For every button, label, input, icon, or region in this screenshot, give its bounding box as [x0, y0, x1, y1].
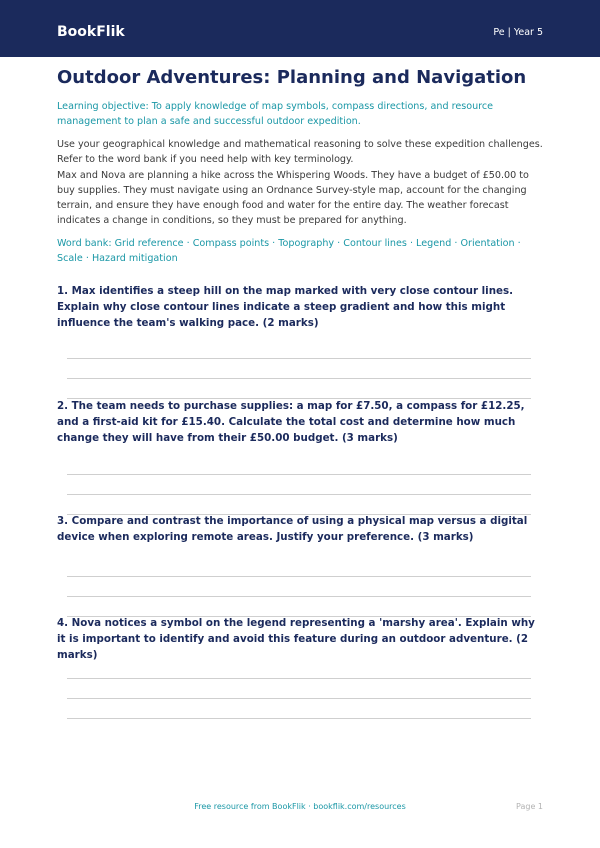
- answer-line[interactable]: [67, 358, 531, 359]
- question-4: 4. Nova notices a symbol on the legend representing a 'marshy area'. Explain why it is important to identify and avoid this feature during an outdoor adventure. (2 marks): [57, 617, 535, 661]
- learning-objective: Learning objective: To apply knowledge of map symbols, compass directions, and resource management to plan a safe and successful outdoor expedition.: [57, 101, 494, 127]
- answer-line[interactable]: [67, 698, 531, 699]
- brand-logo: BookFlik: [57, 24, 125, 40]
- question-3: 3. Compare and contrast the importance of using a physical map versus a digital device when exploring remote areas. Justify your preference. (3 marks): [57, 515, 528, 543]
- page-header: [0, 0, 600, 57]
- answer-line[interactable]: [67, 678, 531, 679]
- answer-line[interactable]: [67, 474, 531, 475]
- word-bank: Word bank: Grid reference · Compass points · Topography · Contour lines · Legend · Orientation · Scale · Hazard mitigation: [57, 238, 521, 264]
- page-number: Page 1: [516, 802, 543, 811]
- answer-line[interactable]: [67, 718, 531, 719]
- answer-line[interactable]: [67, 378, 531, 379]
- scenario-paragraph: Max and Nova are planning a hike across the Whispering Woods. They have a budget of £50.00 to buy supplies. They must navigate using an Ordnance Survey-style map, account for the changing terrain, and ensure they have enough food and water for the entire day. The weather forecast indicates a change in conditions, so they must be prepared for anything.: [57, 170, 529, 226]
- header-meta: Pe | Year 5: [493, 27, 543, 38]
- answer-line[interactable]: [67, 596, 531, 597]
- answer-line[interactable]: [67, 494, 531, 495]
- question-1: 1. Max identifies a steep hill on the map marked with very close contour lines. Explain why close contour lines indicate a steep gradient and how this might influence the team's walking pace. (2 marks): [57, 285, 514, 329]
- footer-text: Free resource from BookFlik · bookflik.com/resources: [194, 802, 406, 811]
- page-title: Outdoor Adventures: Planning and Navigation: [57, 67, 527, 88]
- question-2: 2. The team needs to purchase supplies: a map for £7.50, a compass for £12.25, and a first-aid kit for £15.40. Calculate the total cost and determine how much change they will have from their £50.00 budget. (3 marks): [57, 400, 525, 444]
- intro-paragraph: Use your geographical knowledge and mathematical reasoning to solve these expedition challenges. Refer to the word bank if you need help with key terminology.: [57, 139, 543, 165]
- answer-line[interactable]: [67, 576, 531, 577]
